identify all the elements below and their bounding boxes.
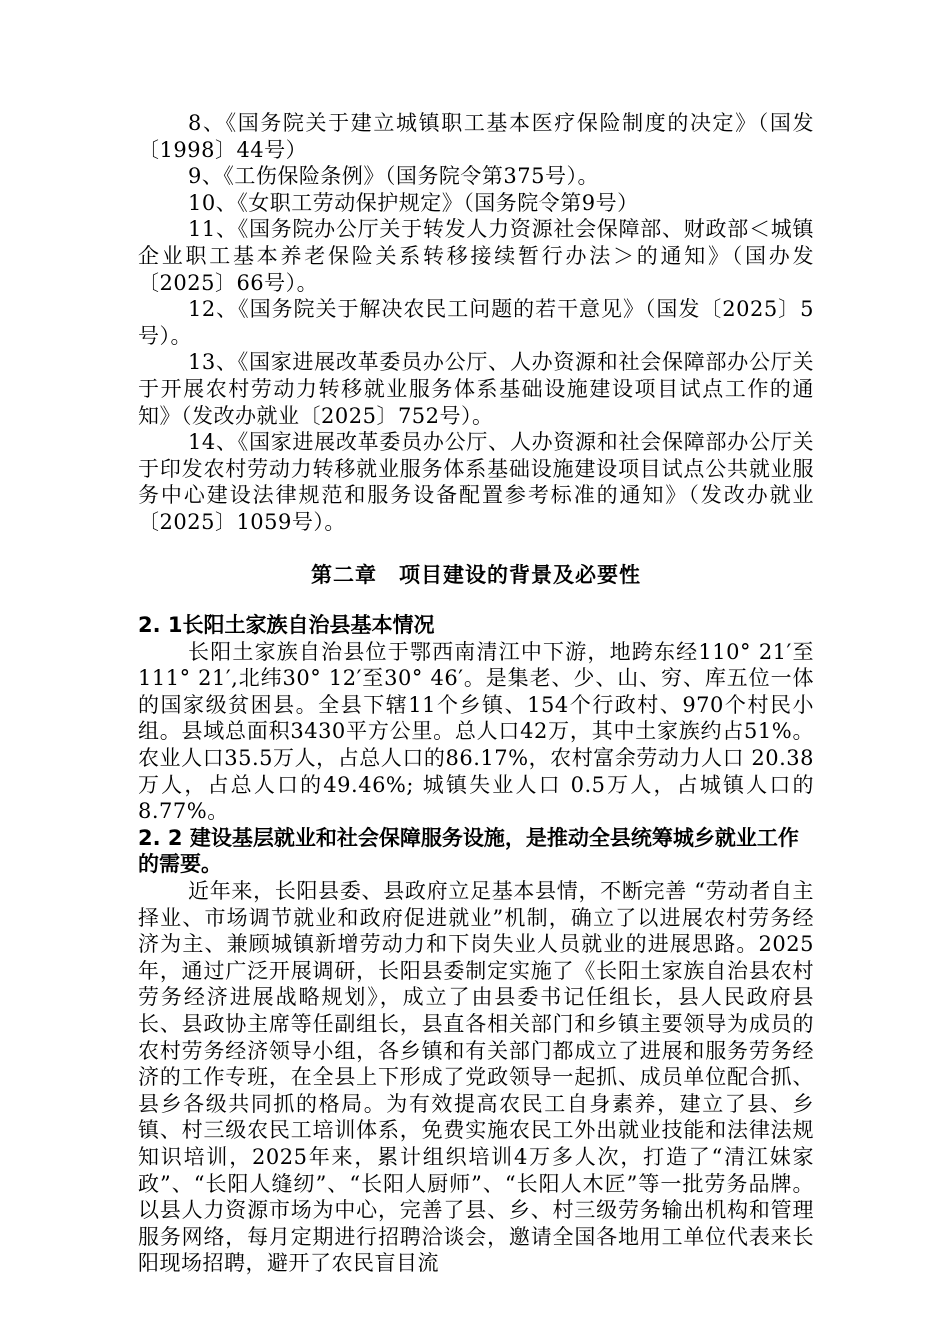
- reference-item-10: 10、《女职工劳动保护规定》（国务院令第9号）: [188, 190, 639, 215]
- reference-item-9: 9、《工伤保险条例》（国务院令第375号）。: [188, 164, 599, 189]
- section-heading-2-2: 2. 2 建设基层就业和社会保障服务设施，是推动全县统筹城乡就业工作的需要。: [138, 825, 799, 877]
- section-body-2-1: 长阳土家族自治县位于鄂西南清江中下游，地跨东经110° 21′至111° 21′,北纬30° 12′至30° 46′。是集老、少、山、穷、库五位一体的国家级贫困县。全县下辖11个乡镇、154个行政村、970个村民小组。县域总面积3430平方公里。总人口42万，其中土家族约占51%。农业人口35.5万人，占总人口的86.17%，农村富余劳动力人口 20.38万人，占总人口的49.46%; 城镇失业人口 0.5万人，占城镇人口的8.77%。: [138, 639, 814, 824]
- chapter-title: 第二章 项目建设的背景及必要性: [311, 562, 641, 587]
- reference-item-14: 14、《国家进展改革委员办公厅、人办资源和社会保障部办公厅关于印发农村劳动力转移就业服务体系基础设施建设项目试点公共就业服务中心建设法律规范和服务设备配置参考标准的通知》（发改办就业〔2025〕1059号）。: [138, 430, 814, 534]
- page-content: [138, 110, 814, 1277]
- reference-item-11: 11、《国务院办公厅关于转发人力资源社会保障部、财政部＜城镇企业职工基本养老保险关系转移接续暂行办法＞的通知》（国办发〔2025〕66号）。: [138, 217, 814, 295]
- section-heading-2-1: 2. 1长阳土家族自治县基本情况: [138, 613, 435, 638]
- reference-item-8: 8、《国务院关于建立城镇职工基本医疗保险制度的决定》（国发〔1998〕44号）: [138, 111, 814, 162]
- reference-item-12: 12、《国务院关于解决农民工问题的若干意见》（国发〔2025〕5号）。: [138, 297, 814, 348]
- section-body-2-2: 近年来，长阳县委、县政府立足基本县情，不断完善 “劳动者自主择业、市场调节就业和政府促进就业”机制，确立了以进展农村劳务经济为主、兼顾城镇新增劳动力和下岗失业人员就业的进展思路。2025年，通过广泛开展调研，长阳县委制定实施了《长阳土家族自治县农村劳务经济进展战略规划》，成立了由县委书记任组长，县人民政府县长、县政协主席等任副组长，县直各相关部门和乡镇主要领导为成员的农村劳务经济领导小组，各乡镇和有关部门都成立了进展和服务劳务经济的工作专班，在全县上下形成了党政领导一起抓、成员单位配合抓、县乡各级共同抓的格局。为有效提高农民工自身素养，建立了县、乡镇、村三级农民工培训体系，免费实施农民工外出就业技能和法律法规知识培训，2025年来，累计组织培训4万多人次，打造了“清江妹家政”、“长阳人缝纫”、“长阳人厨师”、“长阳人木匠”等一批劳务品牌。以县人力资源市场为中心，完善了县、乡、村三级劳务输出机构和管理服务网络，每月定期进行招聘洽谈会，邀请全国各地用工单位代表来长阳现场招聘，避开了农民盲目流: [138, 879, 814, 1276]
- reference-item-13: 13、《国家进展改革委员办公厅、人办资源和社会保障部办公厅关于开展农村劳动力转移就业服务体系基础设施建设项目试点工作的通知》（发改办就业〔2025〕752号）。: [138, 350, 814, 428]
